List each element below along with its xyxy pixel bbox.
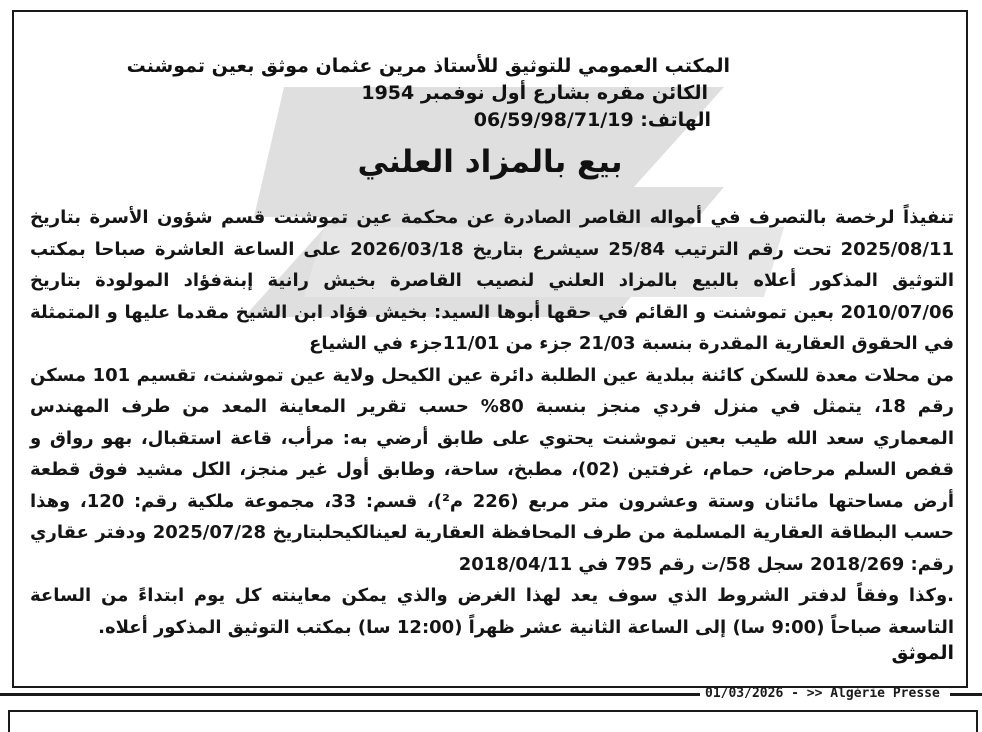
notice-body xyxy=(30,202,954,643)
paragraph-authorization: تنفيذاً لرخصة بالتصرف في أمواله القاصر الصادرة عن محكمة عين تموشنت قسم شؤون الأسرة بتاريخ 2025/08/11 تحت رقم الترتيب 25/84 سيشرع بتاريخ 2026/03/18 على الساعة العاشرة صباحا بمكتب التوثيق المذكور أعلاه بالبيع بالمزاد العلني لنصيب القاصرة بخيش رانية إبنةفؤاد المولودة بتاريخ 2010/07/06 بعين تموشنت و القائم في حقها أبوها السيد: بخيش فؤاد ابن الشيخ مقدما عليها و المتمثلة في الحقوق العقارية المقدرة بنسبة 21/03 جزء من 11/01جزء في الشياع xyxy=(30,207,954,354)
paragraph-conditions: .وكذا وفقاً لدفتر الشروط الذي سوف يعد لهذا الغرض والذي يمكن معاينته كل يوم ابتداءً من الساعة التاسعة صباحاً (9:00 سا) إلى الساعة الثانية عشر ظهراً (12:00 سا) بمكتب التوثيق المذكور أعلاه. xyxy=(30,585,954,638)
notice-title: بيع بالمزاد العلني xyxy=(357,144,623,180)
footer xyxy=(0,684,982,704)
notice-box xyxy=(12,10,968,688)
paragraph-property: من محلات معدة للسكن كائنة ببلدية عين الطلبة دائرة عين الكيحل ولاية عين تموشنت، تقسيم 101 مسكن رقم 18، يتمثل في منزل فردي منجز بنسبة 80% حسب تقرير المعاينة المعد من طرف المهندس المعماري سعد الله طيب بعين تموشنت يحتوي على طابق أرضي به: مرأب، قاعة استقبال، بهو رواق و قفص السلم مرحاض، حمام، غرفتين (02)، مطبخ، ساحة، وطابق أول غير منجز، الكل مشيد فوق قطعة أرض مساحتها مائتان وستة وعشرون متر مربع (226 م²)، قسم: 33، مجموعة ملكية رقم: 120، وهذا حسب البطاقة العقارية المسلمة من طرف المحافظة العقارية لعينالكيحلبتاريخ 2025/07/28 ودفتر عقاري رقم: 2018/269 سجل 58/ت رقم 795 في 2018/04/11 xyxy=(30,364,955,575)
office-name: المكتب العمومي للتوثيق للأستاذ مرين عثمان موثق بعين تموشنت xyxy=(126,55,730,77)
footer-text: 01/03/2026 - >> Algérie Presse xyxy=(705,686,940,701)
next-notice-box-edge xyxy=(8,710,978,732)
office-phone: الهاتف: 06/59/98/71/19 xyxy=(473,109,711,131)
footer-rule-right xyxy=(950,693,982,696)
notary-signature: الموثق xyxy=(891,642,954,664)
office-address: الكائن مقره بشارع أول نوفمبر 1954 xyxy=(361,82,708,104)
notice-content xyxy=(14,12,966,686)
footer-rule-left xyxy=(0,693,700,696)
